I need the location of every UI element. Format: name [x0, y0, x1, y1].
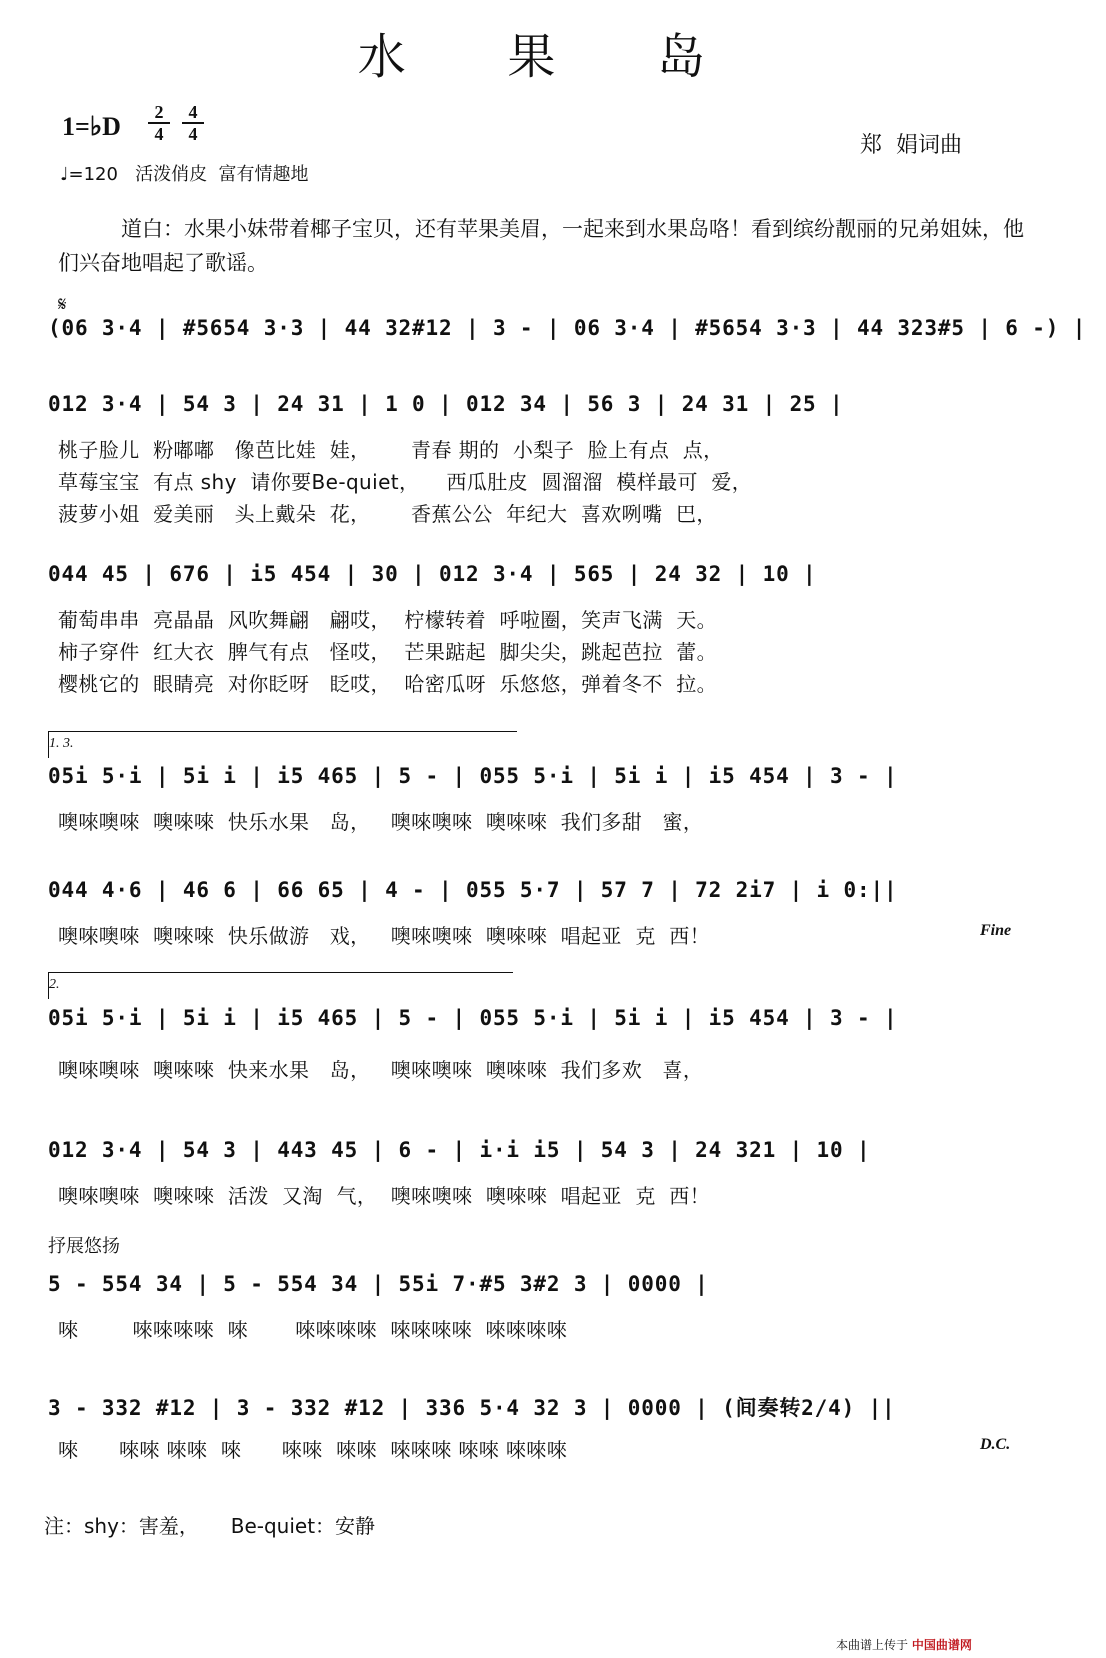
lyrics-line: 噢唻噢唻 噢唻唻 快乐做游 戏， 噢唻噢唻 噢唻唻 唱起亚 克 西！ [58, 924, 711, 948]
page-title: 水 果 岛 [357, 29, 749, 85]
lyrics-line: 唻 唻唻唻唻 唻 唻唻唻唻 唻唻唻唻 唻唻唻唻 [58, 1318, 568, 1342]
time-sig-numerator: 4 [188, 102, 198, 122]
lyrics-line: 葡萄串串 亮晶晶 风吹舞翩 翩哎， 柠檬转着 呼啦圈，笑声飞满 天。 [58, 608, 718, 632]
lyrics-line: 噢唻噢唻 噢唻唻 活泼 又淘 气， 噢唻噢唻 噢唻唻 唱起亚 克 西！ [58, 1184, 711, 1208]
notation-system-9: 3 - 332 #12 | 3 - 332 #12 | 336 5·4 32 3 | 0000 | (间奏转2/4) || [48, 1396, 896, 1420]
time-sig-denominator: 4 [182, 122, 204, 144]
intro-narration: 道白：水果小妹带着椰子宝贝，还有苹果美眉，一起来到水果岛咯！看到缤纷靓丽的兄弟姐妹，他们兴奋地唱起了歌谣。 [58, 217, 1024, 275]
lyrics-line: 柿子穿件 红大衣 脾气有点 怪哎， 芒果踮起 脚尖尖，跳起芭拉 蕾。 [58, 640, 718, 664]
time-sig-denominator: 4 [148, 122, 170, 144]
composer-credit: 郑 娟词曲 [860, 133, 962, 158]
time-sig-numerator: 2 [154, 102, 164, 122]
notation-system-6: 05i 5·i | 5i i | i5 465 | 5 - | 055 5·i | 5i i | i5 454 | 3 - | [48, 1006, 898, 1030]
notation-system-2: 012 3·4 | 54 3 | 24 31 | 1 0 | 012 34 | 56 3 | 24 31 | 25 | [48, 392, 844, 416]
dc-marking: D.C. [980, 1436, 1011, 1453]
expression-marking: 抒展悠扬 [48, 1236, 120, 1257]
tempo-marking: ♩=120 活泼俏皮 富有情趣地 [60, 164, 309, 185]
fine-marking: Fine [980, 922, 1012, 939]
lyrics-line: 樱桃它的 眼睛亮 对你眨呀 眨哎， 哈密瓜呀 乐悠悠，弹着冬不 拉。 [58, 672, 718, 696]
source-credit [836, 1636, 972, 1653]
volta-bracket-1 [48, 731, 517, 758]
volta-bracket-2 [48, 972, 513, 999]
notation-system-5: 044 4·6 | 46 6 | 66 65 | 4 - | 055 5·7 | 57 7 | 72 2i7 | i 0:|| [48, 878, 898, 902]
time-signature-2-4 [148, 102, 170, 144]
time-signature-4-4 [182, 102, 204, 144]
lyrics-line: 噢唻噢唻 噢唻唻 快乐水果 岛， 噢唻噢唻 噢唻唻 我们多甜 蜜， [58, 810, 704, 834]
lyrics-line: 唻 唻唻 唻唻 唻 唻唻 唻唻 唻唻唻 唻唻 唻唻唻 [58, 1438, 568, 1462]
volta-label: 1. 3. [49, 736, 74, 751]
notation-system-1: (06 3·4 | #5654 3·3 | 44 32#12 | 3 - | 06 3·4 | #5654 3·3 | 44 323#5 | 6 -) | [48, 316, 1087, 340]
source-prefix: 本曲谱上传于 [836, 1638, 909, 1652]
lyrics-line: 噢唻噢唻 噢唻唻 快来水果 岛， 噢唻噢唻 噢唻唻 我们多欢 喜， [58, 1058, 704, 1082]
site-logo-text: 中国曲谱网 [911, 1638, 972, 1652]
notation-system-7: 012 3·4 | 54 3 | 443 45 | 6 - | i·i i5 | 54 3 | 24 321 | 10 | [48, 1138, 871, 1162]
lyrics-line: 草莓宝宝 有点 shy 请你要Be-quiet， 西瓜肚皮 圆溜溜 模样最可 爱， [58, 470, 753, 494]
notation-system-4: 05i 5·i | 5i i | i5 465 | 5 - | 055 5·i | 5i i | i5 454 | 3 - | [48, 764, 898, 788]
lyrics-line: 桃子脸儿 粉嘟嘟 像芭比娃 娃， 青春 期的 小梨子 脸上有点 点， [58, 438, 724, 462]
footnote: 注：shy：害羞， Be-quiet：安静 [44, 1514, 376, 1538]
notation-system-8: 5 - 554 34 | 5 - 554 34 | 55i 7·#5 3#2 3 | 0000 | [48, 1272, 709, 1296]
segno-sign: 𝄋 [58, 292, 67, 316]
volta-label: 2. [49, 977, 60, 992]
notation-system-3: 044 45 | 676 | i5 454 | 30 | 012 3·4 | 565 | 24 32 | 10 | [48, 562, 817, 586]
key-signature: 1=♭D [62, 112, 121, 141]
lyrics-line: 菠萝小姐 爱美丽 头上戴朵 花， 香蕉公公 年纪大 喜欢咧嘴 巴， [58, 502, 717, 526]
